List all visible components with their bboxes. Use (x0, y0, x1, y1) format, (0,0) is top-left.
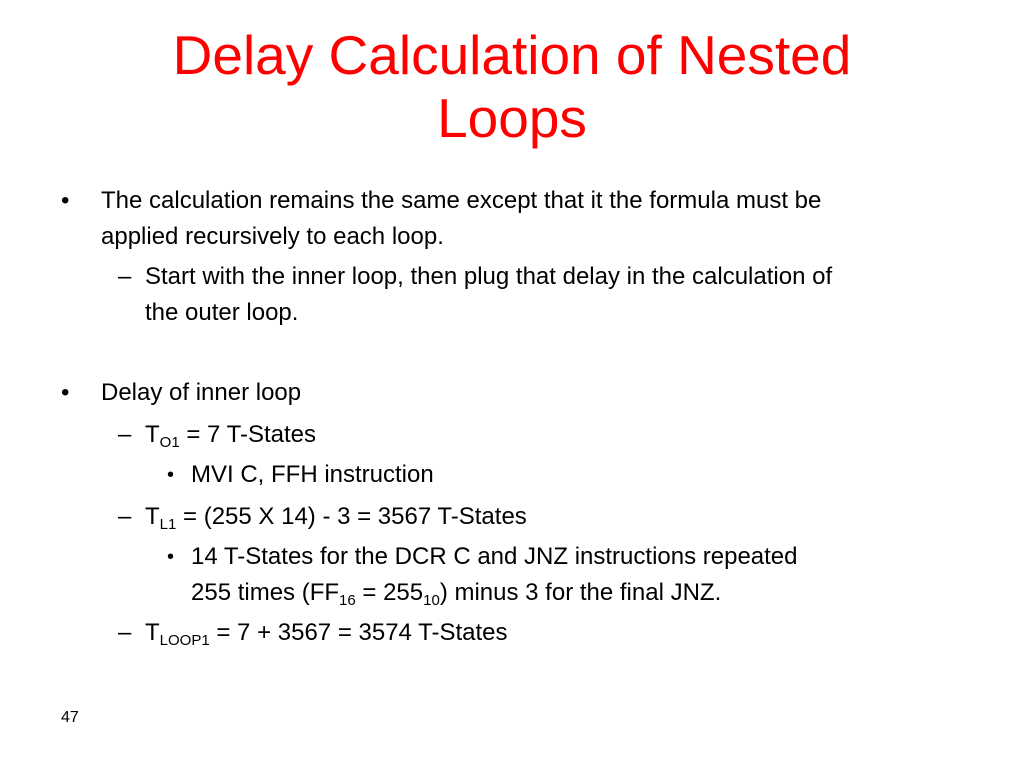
formula-t-loop1: $T_{LOOP1} = 7 + 3567 = 3574$ T-States (145, 619, 508, 649)
bullet-text: Delay of inner loop (101, 379, 302, 406)
formula-t-l1: $T_{L1} = (255$ X 14) - 3 = 3567 T-States (145, 503, 527, 533)
sub-sub-bullet-marker: • (167, 464, 175, 486)
bullet-marker: • (61, 379, 70, 406)
note-text: MVI C, FFH instruction (191, 461, 434, 488)
sub-bullet-marker: – (118, 263, 132, 290)
sub-bullet-marker: – (118, 619, 132, 646)
sub-bullet-text: Start with the inner loop, then plug that delay in the calculation of (145, 263, 833, 290)
sub-bullet-marker: – (118, 421, 132, 448)
slide-number: 47 (61, 709, 79, 726)
note-text: 14 T-States for the DCR C and JNZ instructions repeated (191, 543, 798, 570)
formula-t-o1: $T_{O1} = 7$ T-States (145, 421, 316, 451)
sub-bullet-marker: – (118, 503, 132, 530)
sub-bullet-text-continued: the outer loop. (145, 299, 299, 326)
title-line-1: Delay Calculation of Nested (172, 24, 852, 86)
bullet-marker: • (61, 187, 70, 214)
note-text-continued: 255 times $(FF_{16} = 255_{10})$ minus 3 for the final JNZ. (191, 579, 722, 609)
title-line-2: Loops (437, 87, 587, 149)
sub-sub-bullet-marker: • (167, 546, 175, 568)
bullet-text-continued: applied recursively to each loop. (101, 223, 444, 250)
bullet-text: The calculation remains the same except that it the formula must be (101, 187, 822, 214)
